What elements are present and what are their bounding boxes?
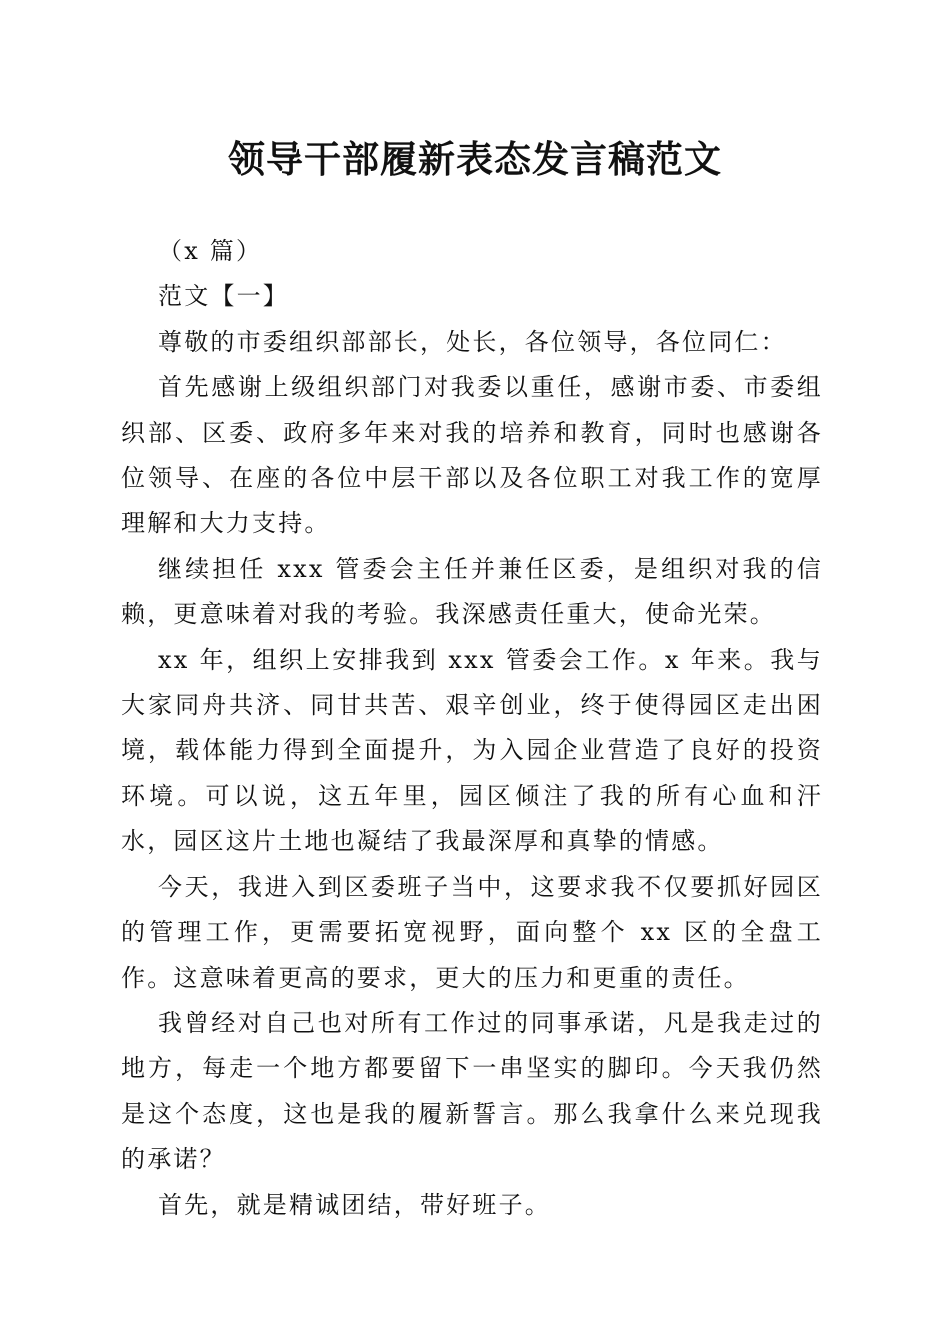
paragraph: xx 年，组织上安排我到 xxx 管委会工作。x 年来。我与大家同舟共济、同甘共苦、艰辛创业，终于使得园区走出困境，载体能力得到全面提升，为入园企业营造了良好的投资环境。可以说，这五年里，园区倾注了我的所有心血和汗水，园区这片土地也凝结了我最深厚和真挚的情感。 [121,645,823,856]
paragraph-sample-heading: 范文【一】 [158,282,289,311]
paragraph: 继续担任 xxx 管委会主任并兼任区委，是组织对我的信赖，更意味着对我的考验。我深感责任重大，使命光荣。 [121,554,823,629]
paragraph-salutation: 尊敬的市委组织部部长，处长，各位领导，各位同仁： [158,327,787,356]
document-title: 领导干部履新表态发言稿范文 [228,137,722,181]
paragraph-count-note: （x 篇） [158,237,263,265]
paragraph: 今天，我进入到区委班子当中，这要求我不仅要抓好园区的管理工作，更需要拓宽视野，面向整个 xx 区的全盘工作。这意味着更高的要求，更大的压力和更重的责任。 [121,872,823,992]
paragraph: 首先，就是精诚团结，带好班子。 [158,1190,551,1219]
paragraph: 我曾经对自己也对所有工作过的同事承诺，凡是我走过的地方，每走一个地方都要留下一串坚实的脚印。今天我仍然是这个态度，这也是我的履新誓言。那么我拿什么来兑现我的承诺？ [121,1008,823,1174]
document-body [121,229,823,1228]
paragraph: 首先感谢上级组织部门对我委以重任，感谢市委、市委组织部、区委、政府多年来对我的培养和教育，同时也感谢各位领导、在座的各位中层干部以及各位职工对我工作的宽厚理解和大力支持。 [121,373,823,538]
